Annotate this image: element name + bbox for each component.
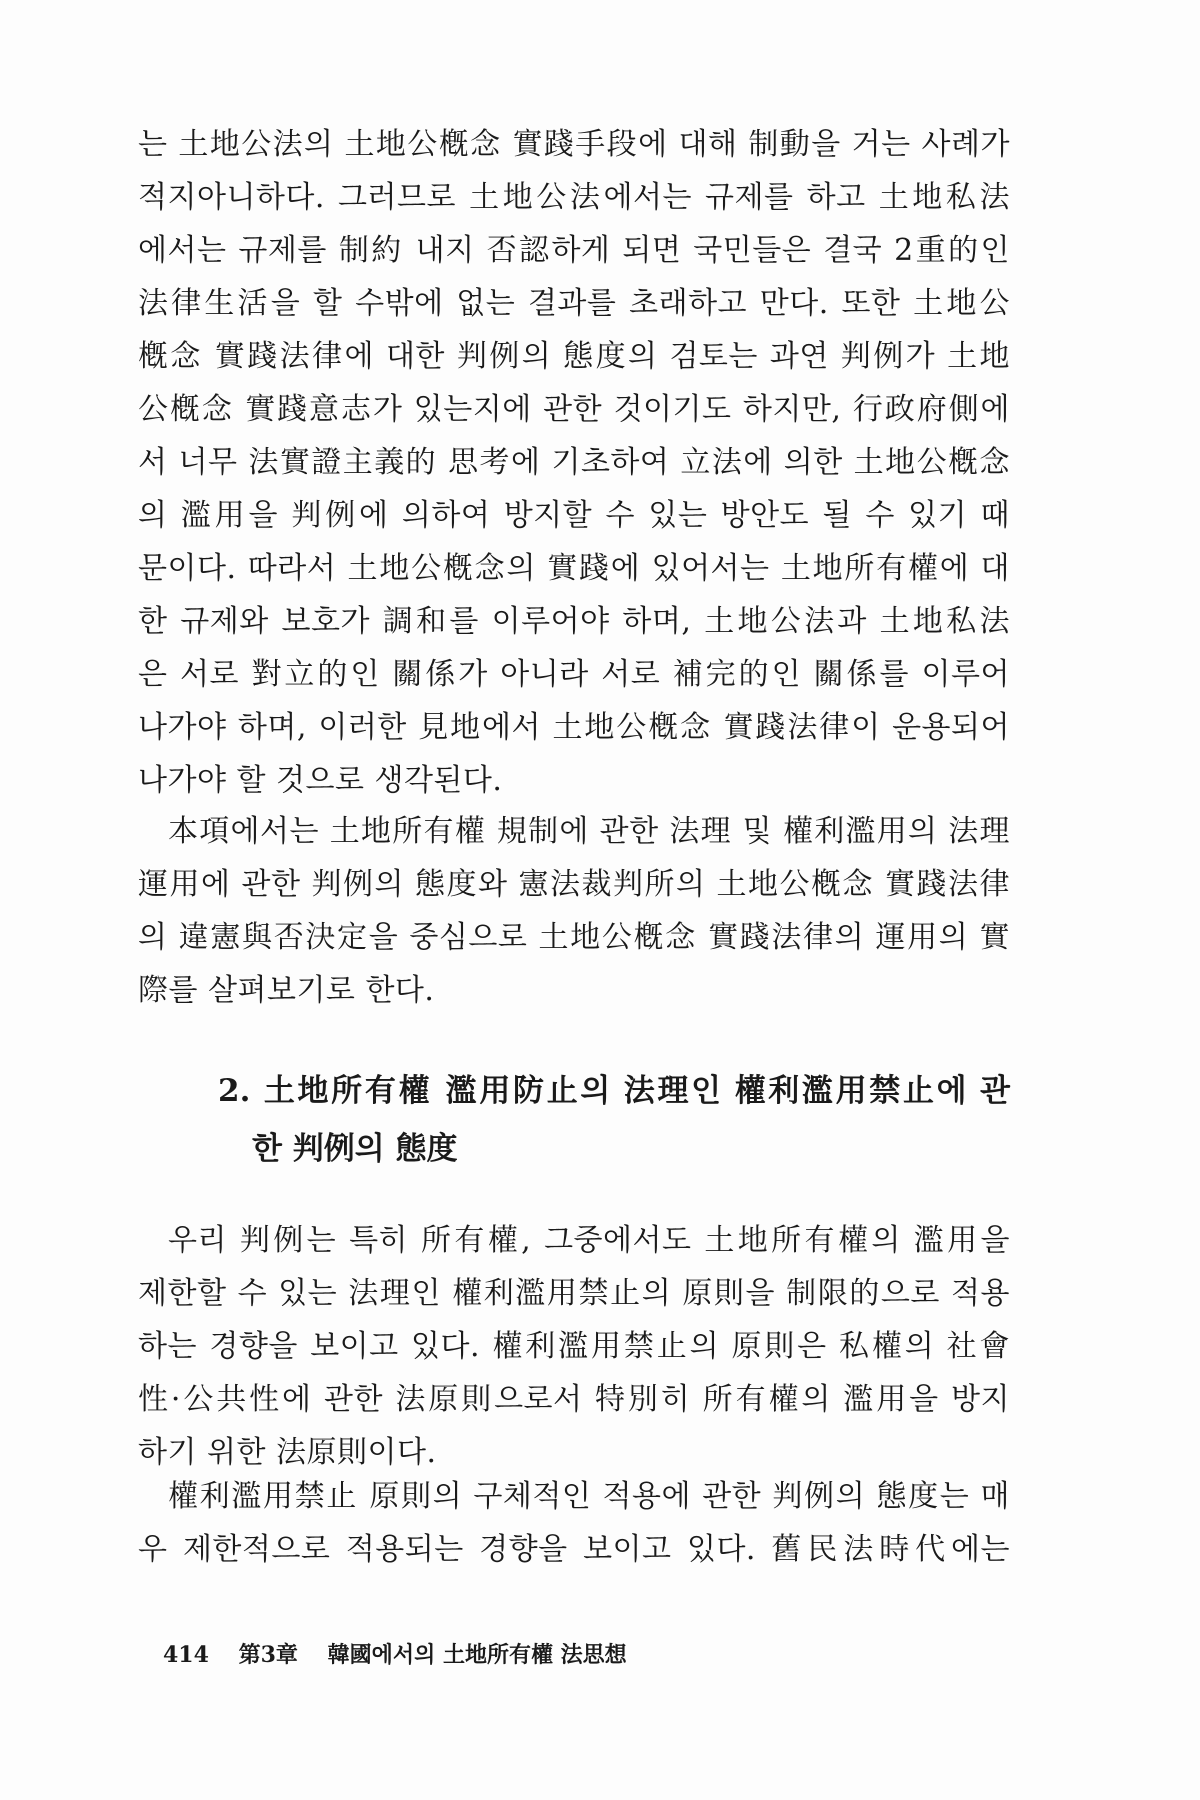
- text-line: 은 서로 對立的인 關係가 아니라 서로 補完的인 關係를 이루어: [138, 657, 1010, 692]
- paragraph-2: [138, 805, 1010, 1017]
- paragraph-4: [138, 1470, 1010, 1576]
- text-line: 하는 경향을 보이고 있다. 權利濫用禁止의 原則은 私權의 社會: [138, 1329, 1010, 1364]
- text-line: 제한할 수 있는 法理인 權利濫用禁止의 原則을 制限的으로 적용: [138, 1276, 1010, 1311]
- text-line: 에서는 규제를 制約 내지 否認하게 되면 국민들은 결국 2重的인: [138, 233, 1010, 268]
- text-line: 權利濫用禁止 原則의 구체적인 적용에 관한 判例의 態度는 매: [168, 1479, 1010, 1514]
- text-line: 槪念 實踐法律에 대한 判例의 態度의 검토는 과연 判例가 土地: [138, 339, 1010, 374]
- text-line: 性·公共性에 관한 法原則으로서 特別히 所有權의 濫用을 방지: [138, 1382, 1010, 1417]
- chapter-number: 第3章: [238, 1642, 298, 1668]
- text-line: 公槪念 實踐意志가 있는지에 관한 것이기도 하지만, 行政府側에: [138, 392, 1010, 427]
- text-line: 한 규제와 보호가 調和를 이루어야 하며, 土地公法과 土地私法: [138, 604, 1010, 639]
- text-line: 는 土地公法의 土地公槪念 實踐手段에 대해 制動을 거는 사례가: [138, 127, 1010, 162]
- text-line: 나가야 하며, 이러한 見地에서 土地公槪念 實踐法律이 운용되어: [138, 710, 1010, 745]
- section-heading: [218, 1062, 1010, 1178]
- paragraph-1: [138, 118, 1010, 807]
- text-line: 우 제한적으로 적용되는 경향을 보이고 있다. 舊民法時代에는: [138, 1532, 1010, 1567]
- paragraph-3: [138, 1214, 1010, 1479]
- heading-line: 한 判例의 態度: [252, 1131, 458, 1167]
- text-line: 의 濫用을 判例에 의하여 방지할 수 있는 방안도 될 수 있기 때: [138, 498, 1010, 533]
- text-line: 本項에서는 土地所有權 規制에 관한 法理 및 權利濫用의 法理: [168, 814, 1010, 849]
- text-line: 하기 위한 法原則이다.: [138, 1435, 437, 1470]
- text-line: 우리 判例는 특히 所有權, 그중에서도 土地所有權의 濫用을: [168, 1223, 1010, 1258]
- text-line: 서 너무 法實證主義的 思考에 기초하여 立法에 의한 土地公槪念: [138, 445, 1010, 480]
- heading-line: 2. 土地所有權 濫用防止의 法理인 權利濫用禁止에 관: [218, 1073, 1010, 1109]
- text-line: 나가야 할 것으로 생각된다.: [138, 763, 503, 798]
- chapter-title: 韓國에서의 土地所有權 法思想: [327, 1642, 627, 1668]
- page-number: 414: [163, 1642, 209, 1668]
- text-line: 法律生活을 할 수밖에 없는 결과를 초래하고 만다. 또한 土地公: [138, 286, 1010, 321]
- text-line: 의 違憲與否決定을 중심으로 土地公槪念 實踐法律의 運用의 實: [138, 920, 1010, 955]
- page-footer: [163, 1638, 649, 1669]
- text-line: 際를 살펴보기로 한다.: [138, 973, 435, 1008]
- text-line: 문이다. 따라서 土地公槪念의 實踐에 있어서는 土地所有權에 대: [138, 551, 1010, 586]
- text-line: 적지아니하다. 그러므로 土地公法에서는 규제를 하고 土地私法: [138, 180, 1010, 215]
- text-line: 運用에 관한 判例의 態度와 憲法裁判所의 土地公槪念 實踐法律: [138, 867, 1010, 902]
